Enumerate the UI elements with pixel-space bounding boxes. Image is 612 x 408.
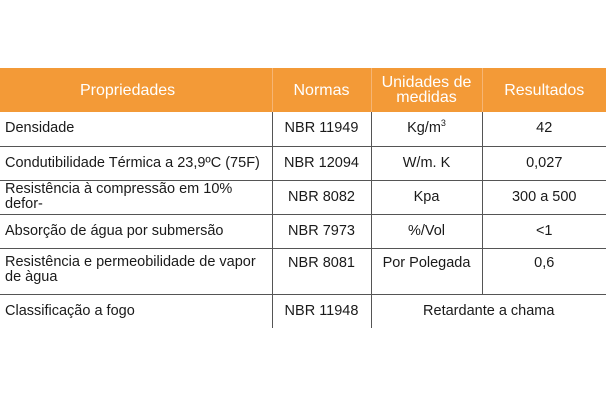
cell-unidade: %/Vol [371, 214, 482, 248]
cell-norma: NBR 11949 [272, 112, 371, 146]
cell-propriedade: Resistência e permeobilidade de vapor de àgua [0, 248, 272, 294]
table-body [0, 112, 606, 328]
header-normas: Normas [272, 68, 371, 112]
cell-propriedade: Classificação a fogo [5, 302, 135, 319]
table-header [0, 68, 606, 112]
cell-propriedade: Condutibilidade Térmica a 23,9ºC (75F) [0, 146, 272, 180]
header-resultados: Resultados [482, 68, 606, 112]
table-row [0, 112, 606, 146]
cell-propriedade: Resistência à compressão em 10% defor- [0, 180, 272, 214]
table-row [0, 146, 606, 180]
header-row [0, 68, 606, 112]
cell-norma: NBR 8081 [272, 248, 371, 294]
cell-unidade: Kpa [371, 180, 482, 214]
cell-resultado: 0,027 [482, 146, 606, 180]
unit-base: Kg/m [407, 120, 441, 137]
cell-resultado: 300 a 500 [482, 180, 606, 214]
table-row [0, 294, 606, 328]
unit-exponent: 3 [440, 118, 446, 129]
cell-unidade: Por Polegada [371, 248, 482, 294]
table-row [0, 180, 606, 214]
cell-norma: NBR 11948 [272, 294, 371, 328]
cell-resultado: 42 [482, 112, 606, 146]
header-unidades: Unidades de medidas [371, 68, 482, 112]
cell-norma: NBR 7973 [272, 214, 371, 248]
cell-resultado-merged: Retardante a chama [371, 294, 606, 328]
table-row [0, 214, 606, 248]
cell-norma: NBR 8082 [272, 180, 371, 214]
cell-propriedade: Densidade [0, 112, 272, 146]
cell-resultado: 0,6 [482, 248, 606, 294]
cell-norma: NBR 12094 [272, 146, 371, 180]
cell-unidade: W/m. K [371, 146, 482, 180]
cell-propriedade: Absorção de água por submersão [0, 214, 272, 248]
cell-unidade [371, 112, 482, 146]
header-propriedades: Propriedades [0, 68, 272, 112]
cell-resultado: <1 [482, 214, 606, 248]
table-row [0, 248, 606, 294]
properties-table [0, 68, 606, 328]
